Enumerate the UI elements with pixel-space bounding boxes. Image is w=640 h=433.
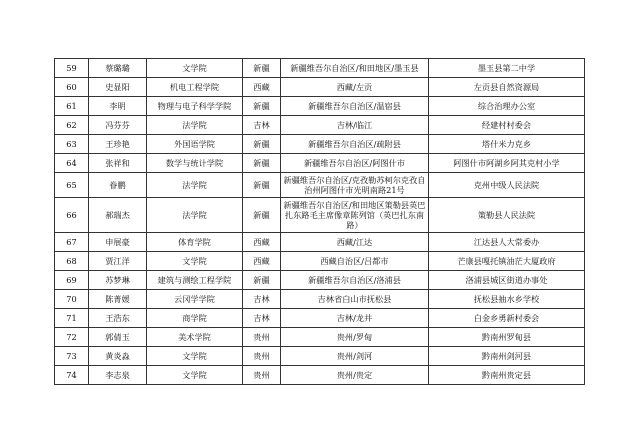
- cell-address: 吉林/临江: [281, 116, 429, 135]
- cell-college: 法学院: [147, 198, 243, 233]
- cell-province: 吉林: [243, 290, 281, 309]
- cell-unit: 芒康县嘎托镇油茫大厦政府: [429, 252, 585, 271]
- cell-college: 外国语学院: [147, 135, 243, 154]
- cell-address: 西藏/左贡: [281, 78, 429, 97]
- cell-province: 新疆: [243, 173, 281, 198]
- table-row: [55, 154, 585, 173]
- cell-province: 新疆: [243, 59, 281, 78]
- cell-province: 吉林: [243, 116, 281, 135]
- cell-number: 62: [55, 116, 89, 135]
- cell-unit: 江达县人大常委办: [429, 233, 585, 252]
- cell-province: 西藏: [243, 78, 281, 97]
- table-row: [55, 347, 585, 366]
- document-page: [54, 58, 584, 385]
- cell-number: 59: [55, 59, 89, 78]
- cell-unit: 抚松县抽水乡学校: [429, 290, 585, 309]
- cell-address: 新疆维吾尔自治区/和田地区/墨玉县: [281, 59, 429, 78]
- cell-name: 王珍艳: [89, 135, 147, 154]
- cell-address: 西藏自治区/吕都市: [281, 252, 429, 271]
- cell-number: 72: [55, 328, 89, 347]
- table-row: [55, 233, 585, 252]
- cell-unit: 克州中级人民法院: [429, 173, 585, 198]
- cell-province: 新疆: [243, 271, 281, 290]
- cell-college: 法学院: [147, 116, 243, 135]
- cell-college: 文学院: [147, 366, 243, 385]
- cell-number: 69: [55, 271, 89, 290]
- cell-address: 新疆维吾尔自治区/洛浦县: [281, 271, 429, 290]
- cell-college: 体育学院: [147, 233, 243, 252]
- table-row: [55, 173, 585, 198]
- cell-number: 71: [55, 309, 89, 328]
- table-row: [55, 309, 585, 328]
- cell-province: 新疆: [243, 135, 281, 154]
- cell-province: 西藏: [243, 233, 281, 252]
- cell-college: 建筑与测绘工程学院: [147, 271, 243, 290]
- cell-name: 贾江洋: [89, 252, 147, 271]
- cell-unit: 左贡县自然资源局: [429, 78, 585, 97]
- cell-college: 云冈学学院: [147, 290, 243, 309]
- cell-number: 73: [55, 347, 89, 366]
- cell-college: 机电工程学院: [147, 78, 243, 97]
- cell-address: 吉林省白山市抚松县: [281, 290, 429, 309]
- cell-unit: 综合治理办公室: [429, 97, 585, 116]
- cell-name: 冯芬芬: [89, 116, 147, 135]
- cell-college: 物理与电子科学学院: [147, 97, 243, 116]
- cell-college: 文学院: [147, 59, 243, 78]
- cell-unit: 洛浦县城区街道办事处: [429, 271, 585, 290]
- cell-number: 61: [55, 97, 89, 116]
- cell-address: 新疆维吾尔自治区/阿图什市: [281, 154, 429, 173]
- table-row: [55, 97, 585, 116]
- cell-unit: 黔南州罗甸县: [429, 328, 585, 347]
- table-row: [55, 271, 585, 290]
- cell-unit: 策勒县人民法院: [429, 198, 585, 233]
- cell-province: 新疆: [243, 154, 281, 173]
- table-row: [55, 78, 585, 97]
- table-row: [55, 116, 585, 135]
- table-row: [55, 59, 585, 78]
- cell-unit: 经建村村委会: [429, 116, 585, 135]
- cell-unit: 阿图什市阿湖乡阿其克村小学: [429, 154, 585, 173]
- cell-address: 新疆维吾尔自治区/温宿县: [281, 97, 429, 116]
- cell-unit: 黔南州贵定县: [429, 366, 585, 385]
- cell-college: 商学院: [147, 309, 243, 328]
- cell-name: 郝瑞杰: [89, 198, 147, 233]
- cell-address: 新疆维吾尔自治区/和田地区策勒县英巴扎东路毛主席像章陈列馆（英巴扎东南路）: [281, 198, 429, 233]
- cell-college: 文学院: [147, 347, 243, 366]
- cell-number: 66: [55, 198, 89, 233]
- cell-college: 美术学院: [147, 328, 243, 347]
- cell-address: 新疆维吾尔自治区/克孜勒苏柯尔克孜自治州阿图什市光明南路21号: [281, 173, 429, 198]
- cell-name: 蔡璐璐: [89, 59, 147, 78]
- cell-number: 60: [55, 78, 89, 97]
- cell-unit: 白金乡勇新村委会: [429, 309, 585, 328]
- cell-address: 贵州/剑河: [281, 347, 429, 366]
- cell-name: 郭倩玉: [89, 328, 147, 347]
- cell-name: 黄炎淼: [89, 347, 147, 366]
- cell-number: 68: [55, 252, 89, 271]
- cell-province: 贵州: [243, 328, 281, 347]
- cell-number: 67: [55, 233, 89, 252]
- cell-province: 贵州: [243, 366, 281, 385]
- table-row: [55, 252, 585, 271]
- cell-province: 新疆: [243, 97, 281, 116]
- cell-address: 新疆维吾尔自治区/疏附县: [281, 135, 429, 154]
- cell-name: 陈菁媛: [89, 290, 147, 309]
- table-row: [55, 135, 585, 154]
- cell-number: 65: [55, 173, 89, 198]
- cell-address: 吉林/龙井: [281, 309, 429, 328]
- cell-number: 63: [55, 135, 89, 154]
- cell-name: 眷鹏: [89, 173, 147, 198]
- table-row: [55, 366, 585, 385]
- cell-address: 西藏/江达: [281, 233, 429, 252]
- cell-number: 64: [55, 154, 89, 173]
- cell-province: 新疆: [243, 198, 281, 233]
- cell-college: 法学院: [147, 173, 243, 198]
- cell-name: 李明: [89, 97, 147, 116]
- cell-address: 贵州/罗甸: [281, 328, 429, 347]
- table-row: [55, 198, 585, 233]
- table-row: [55, 328, 585, 347]
- cell-unit: 墨玉县第二中学: [429, 59, 585, 78]
- cell-college: 数学与统计学院: [147, 154, 243, 173]
- cell-name: 张祥和: [89, 154, 147, 173]
- cell-name: 苏梦琳: [89, 271, 147, 290]
- table-row: [55, 290, 585, 309]
- cell-name: 史显阳: [89, 78, 147, 97]
- cell-college: 文学院: [147, 252, 243, 271]
- cell-number: 74: [55, 366, 89, 385]
- table-body: [55, 59, 585, 385]
- cell-name: 申展豪: [89, 233, 147, 252]
- assignment-table: [54, 58, 585, 385]
- cell-unit: 塔什米力克乡: [429, 135, 585, 154]
- cell-address: 贵州/贵定: [281, 366, 429, 385]
- cell-province: 吉林: [243, 309, 281, 328]
- cell-name: 李志泉: [89, 366, 147, 385]
- cell-name: 王浩东: [89, 309, 147, 328]
- cell-unit: 黔南州剑河县: [429, 347, 585, 366]
- cell-province: 贵州: [243, 347, 281, 366]
- cell-province: 西藏: [243, 252, 281, 271]
- cell-number: 70: [55, 290, 89, 309]
